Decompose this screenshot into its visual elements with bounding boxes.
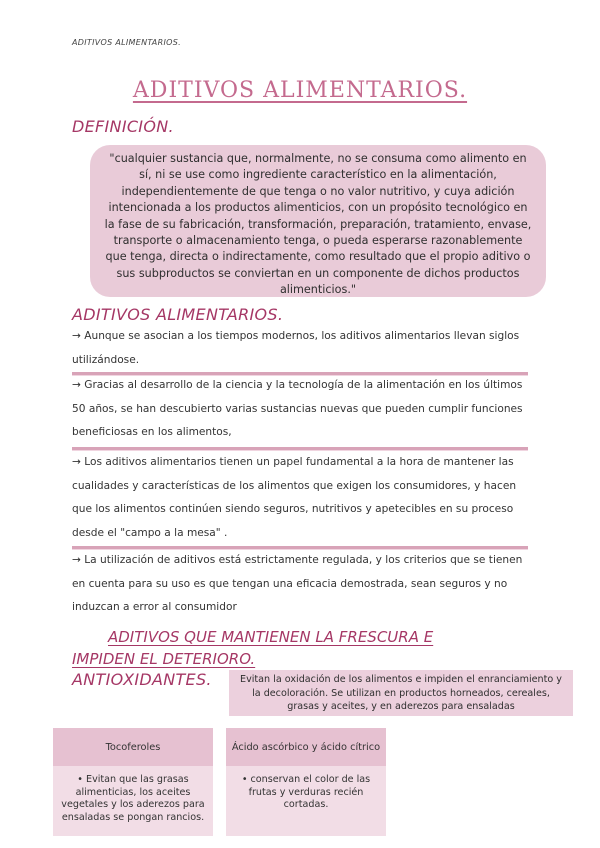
antioxidants-description-box [229,670,573,716]
definition-box [90,145,546,297]
card-title: Ácido ascórbico y ácido cítrico [226,728,386,766]
card-body: • conservan el color de las frutas y verduras recién cortadas. [241,774,371,811]
antioxidants-heading: ANTIOXIDANTES. [72,670,212,689]
freshness-heading-line-1: ADITIVOS QUE MANTIENEN LA FRESCURA E [108,628,434,646]
additives-heading: ADITIVOS ALIMENTARIOS. [72,305,284,324]
additives-paragraph-4: → La utilización de aditivos está estrictamente regulada, y los criterios que se tienen en cuenta para su uso es que tengan una eficacia demostrada, sean seguros y no induzcan a error al consumidor [72,554,523,613]
additives-paragraph-1: → Aunque se asocian a los tiempos modernos, los aditivos alimentarios llevan siglos utilizándose. [72,330,520,366]
freshness-heading-line-2: IMPIDEN EL DETERIORO. [72,650,256,668]
antioxidant-card-tocoferoles [53,728,213,836]
additives-paragraph-2: → Gracias al desarrollo de la ciencia y la tecnología de la alimentación en los últimos 50 años, se han descubierto varias sustancias nuevas que pueden cumplir funciones beneficiosas en los alimentos, [72,379,523,438]
definition-heading: DEFINICIÓN. [72,117,174,136]
freshness-heading [72,626,512,670]
card-body: • Evitan que las grasas alimenticias, los aceites vegetales y los aderezos para ensaladas se pongan rancios. [61,774,205,823]
page-title: ADITIVOS ALIMENTARIOS. [132,78,468,103]
card-title: Tocoferoles [53,728,213,766]
running-header: ADITIVOS ALIMENTARIOS. [72,38,181,47]
additives-paragraph-3: → Los aditivos alimentarios tienen un papel fundamental a la hora de mantener las cualidades y características de los alimentos que exigen los consumidores, y hacen que los alimentos continúen siendo seguros, nutritivos y apetecibles en su proceso desde el "campo a la mesa" . [72,456,517,539]
section-divider [72,447,528,450]
antioxidant-card-acido-ascorbico [226,728,386,836]
antioxidants-description: Evitan la oxidación de los alimentos e impiden el enranciamiento y la decoloración. Se utilizan en productos horneados, cereales, grasas y aceites, y en aderezos para ensaladas [240,674,562,713]
definition-text: "cualquier sustancia que, normalmente, no se consuma como alimento en sí, ni se use como ingrediente característico en la alimentación, independientemente de que tenga o no valor nutritivo, y cuya adición intencionada a los productos alimenticios, con un propósito tecnológico en la fase de su fabricación, transformación, preparación, tratamiento, envase, transporte o almacenamiento tenga, o pueda esperarse razonablemente que tenga, directa o indirectamente, como resultado que el propio aditivo o sus subproductos se conviertan en un componente de dichos productos alimenticios." [104,152,532,297]
